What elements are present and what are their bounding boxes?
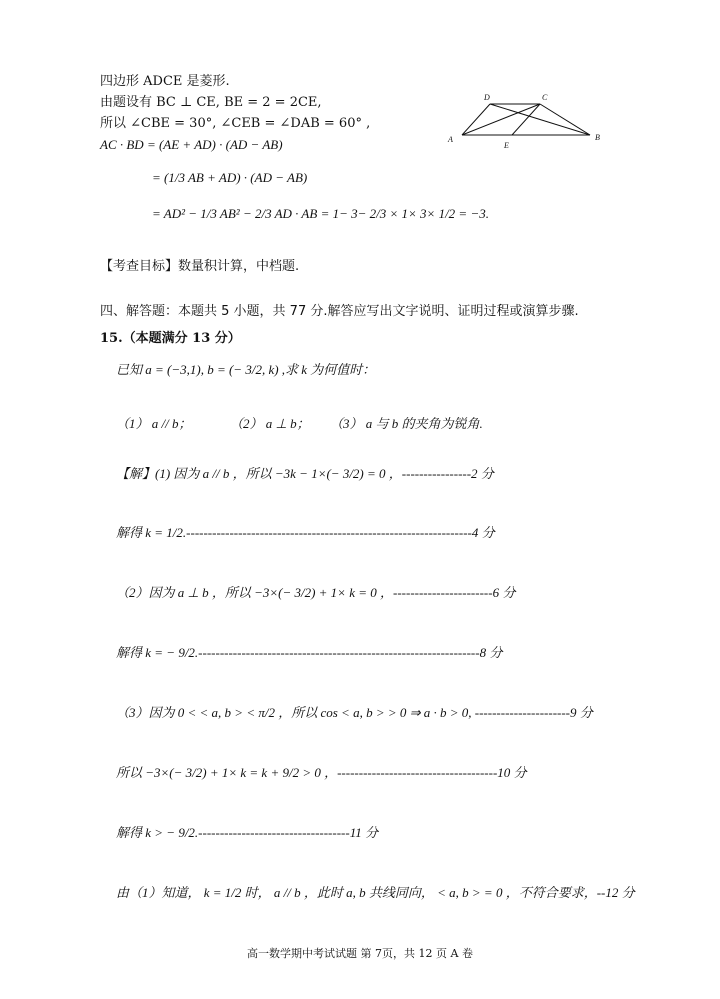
figure-label-a: A: [448, 135, 453, 144]
solution-line-7: 解得 k > − 9/2.-----------------------------------11 分: [116, 825, 378, 840]
exam-target-note: 【考查目标】数量积计算，中档题.: [100, 259, 300, 274]
top-line-1: 四边形 ADCE 是菱形.: [100, 74, 230, 89]
top-line-5: = (1/3 AB + AD) · (AD − AB): [152, 170, 308, 185]
question-15-title: 15.（本题满分 13 分）: [100, 331, 241, 346]
top-line-2: 由题设有 BC ⊥ CE, BE = 2 = 2CE,: [100, 95, 322, 110]
rhombus-figure: [440, 92, 610, 152]
solution-line-3: （2）因为 a ⊥ b ，所以 −3×(− 3/2) + 1× k = 0 ，-----------------------6 分: [116, 585, 516, 600]
question-part-2: （2） a ⊥ b；: [230, 416, 310, 431]
section-header: 四、解答题：本题共 5 小题，共 77 分.解答应写出文字说明、证明过程或演算步骤.: [100, 304, 579, 319]
figure-edge-ad: [462, 104, 490, 135]
figure-label-d: D: [484, 93, 490, 102]
figure-edge-ce: [512, 104, 540, 135]
solution-line-1: 【解】(1) 因为 a // b ，所以 −3k − 1×(− 3/2) = 0 ，----------------2 分: [116, 466, 494, 481]
figure-label-b: B: [595, 133, 600, 142]
solution-line-8: 由（1）知道， k = 1/2 时， a // b ，此时 a, b 共线同向， < a, b > = 0 ，不符合要求，--12 分: [116, 885, 635, 900]
top-line-3: 所以 ∠CBE = 30°, ∠CEB = ∠DAB = 60° ,: [100, 116, 371, 131]
solution-line-5: （3）因为 0 < < a, b > < π/2 ，所以 cos < a, b > > 0 ⇒ a · b > 0, ----------------------9 分: [116, 705, 593, 720]
solution-line-2: 解得 k = 1/2.------------------------------------------------------------------4 分: [116, 525, 495, 540]
figure-label-c: C: [542, 93, 548, 102]
figure-label-e: E: [504, 141, 509, 150]
top-line-4: AC · BD = (AE + AD) · (AD − AB): [100, 137, 283, 152]
solution-line-4: 解得 k = − 9/2.-----------------------------------------------------------------8 分: [116, 645, 503, 660]
page-footer: 高一数学期中考试试题 第 7页，共 12 页 A 卷: [247, 947, 473, 960]
top-line-6: = AD² − 1/3 AB² − 2/3 AD · AB = 1− 3− 2/3 × 1× 3× 1/2 = −3.: [152, 206, 489, 221]
question-part-1: （1） a // b；: [116, 416, 192, 431]
figure-diagonal-ac: [462, 104, 540, 135]
solution-line-6: 所以 −3×(− 3/2) + 1× k = k + 9/2 > 0 ，-------------------------------------10 分: [116, 765, 527, 780]
question-15-given: 已知 a = (−3,1), b = (− 3/2, k) ,求 k 为何值时：: [116, 362, 376, 377]
figure-edge-cb: [540, 104, 590, 135]
figure-diagonal-bd: [490, 104, 590, 135]
question-part-3: （3） a 与 b 的夹角为锐角.: [330, 416, 483, 431]
